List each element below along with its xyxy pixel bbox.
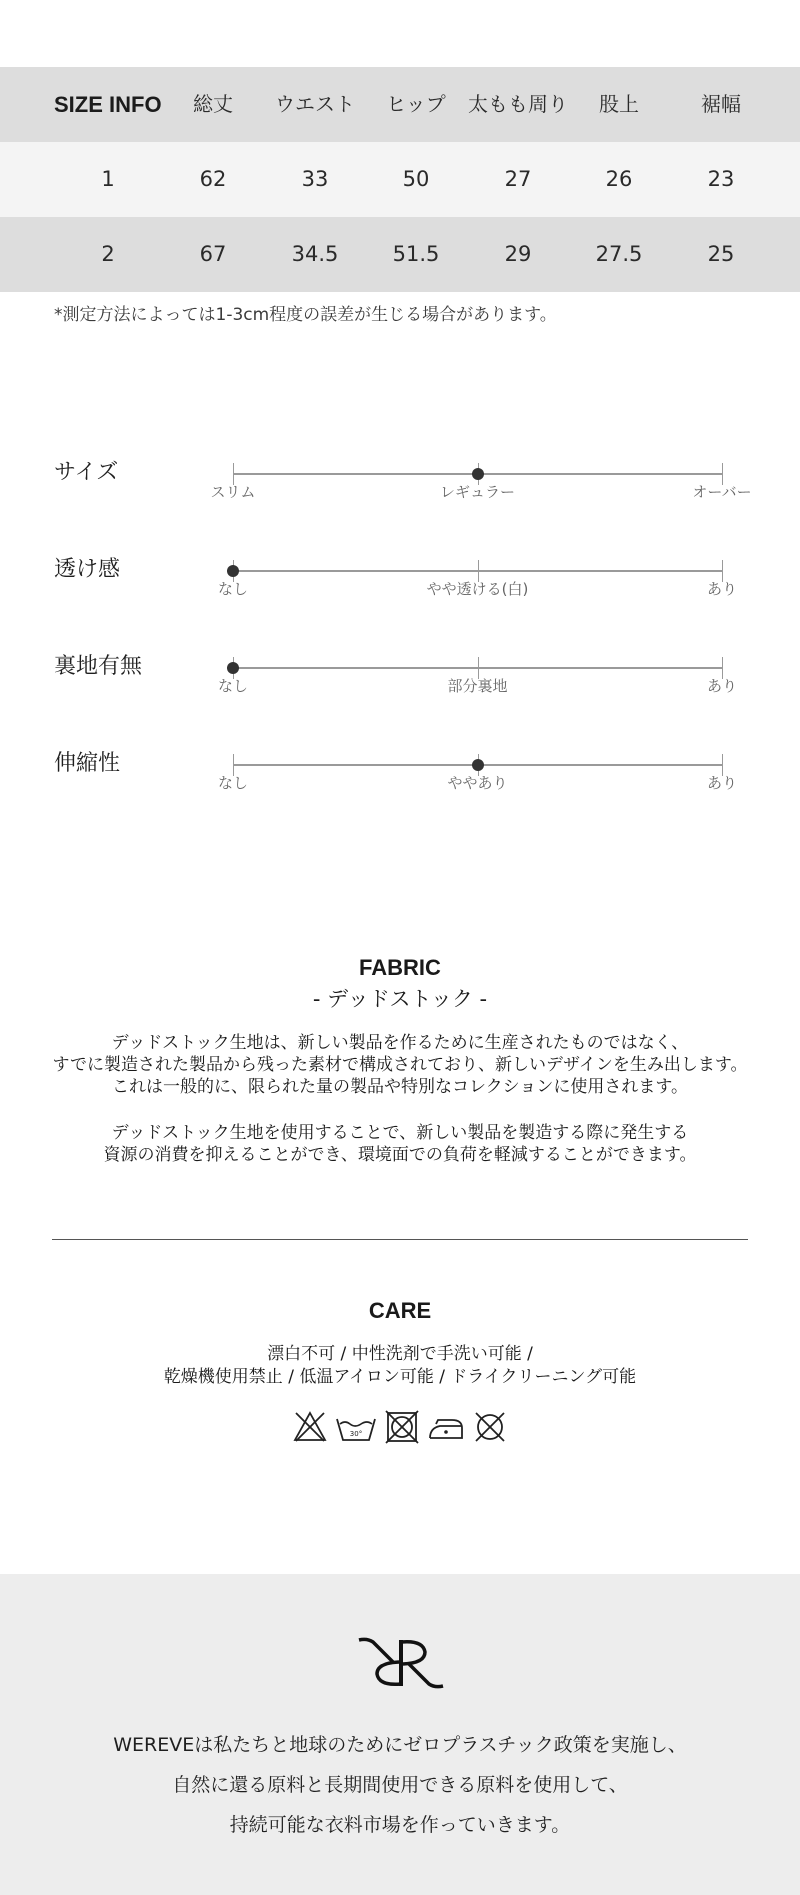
scale-tick-label: スリム <box>210 483 256 501</box>
scale-stretch <box>0 746 800 843</box>
table-header-cell: 太もも周り <box>468 92 568 116</box>
wash-temp-label: 30° <box>349 1430 363 1438</box>
table-header-cell: ウエスト <box>275 92 355 116</box>
care-line: 漂白不可 / 中性洗剤で手洗い可能 / <box>267 1344 533 1364</box>
no-tumble-dry-icon <box>384 1410 420 1444</box>
table-cell: 62 <box>199 167 227 191</box>
table-cell: 51.5 <box>392 242 440 266</box>
fabric-subtitle: - デッドストック - <box>312 987 488 1011</box>
scale-tick-label: ややあり <box>447 774 508 792</box>
attribute-scales <box>0 455 800 843</box>
dry-clean-icon <box>472 1410 508 1444</box>
scale-indicator-dot <box>472 759 484 771</box>
table-cell: 1 <box>101 167 115 191</box>
table-header-cell: SIZE INFO <box>54 92 162 117</box>
fabric-line: 資源の消費を抑えることができ、環境面での負荷を軽減することができます。 <box>103 1145 697 1165</box>
scale-tick-label: なし <box>217 580 249 598</box>
care-icons <box>0 1410 800 1444</box>
fabric-line: デッドストック生地は、新しい製品を作るために生産されたものではなく、 <box>111 1033 689 1053</box>
scale-size <box>0 455 800 552</box>
scale-label: サイズ <box>54 460 119 485</box>
scale-tick-label: なし <box>217 774 249 792</box>
scale-tick-label: なし <box>217 677 249 695</box>
size-table-header <box>0 67 800 142</box>
scale-tick-label: オーバー <box>692 483 752 501</box>
fabric-paragraph-1 <box>0 1032 800 1098</box>
table-cell: 23 <box>707 167 735 191</box>
scale-sheerness <box>0 552 800 649</box>
footer-line: WEREVEは私たちと地球のためにゼロプラスチック政策を実施し、 <box>113 1734 687 1756</box>
scale-tick-label: あり <box>706 580 738 598</box>
care-line: 乾燥機使用禁止 / 低温アイロン可能 / ドライクリーニング可能 <box>163 1367 637 1387</box>
scale-tick-label: 部分裏地 <box>447 677 508 695</box>
fabric-paragraph-2 <box>0 1122 800 1166</box>
scale-lining <box>0 649 800 746</box>
table-cell: 27.5 <box>595 242 643 266</box>
table-cell: 25 <box>707 242 735 266</box>
wereve-logo-icon <box>355 1636 447 1690</box>
table-cell: 67 <box>199 242 227 266</box>
table-row <box>0 142 800 217</box>
fabric-line: これは一般的に、限られた量の製品や特別なコレクションに使用されます。 <box>112 1077 688 1097</box>
scale-tick-label: やや透ける(白) <box>426 580 529 598</box>
scale-label: 裏地有無 <box>54 654 143 679</box>
table-cell: 2 <box>101 242 115 266</box>
fabric-line: すでに製造された製品から残った素材で構成されており、新しいデザインを生み出します。 <box>52 1055 748 1075</box>
footer-line: 持続可能な衣料市場を作っていきます。 <box>229 1814 571 1836</box>
table-cell: 33 <box>301 167 329 191</box>
iron-low-icon <box>426 1410 466 1444</box>
fabric-line: デッドストック生地を使用することで、新しい製品を製造する際に発生する <box>111 1123 689 1143</box>
hand-wash-30-icon <box>334 1410 378 1444</box>
no-bleach-icon <box>292 1410 328 1444</box>
scale-tick-label: あり <box>706 677 738 695</box>
scale-tick-label: レギュラー <box>439 483 516 501</box>
section-divider <box>52 1239 748 1240</box>
table-cell: 26 <box>605 167 633 191</box>
fabric-title: FABRIC <box>359 955 441 980</box>
table-header-cell: 股上 <box>599 92 639 116</box>
table-header-cell: 総丈 <box>193 92 233 116</box>
table-header-cell: ヒップ <box>386 92 446 116</box>
size-note: *測定方法によっては1-3cm程度の誤差が生じる場合があります。 <box>54 305 557 325</box>
scale-tick-label: あり <box>706 774 738 792</box>
scale-label: 伸縮性 <box>54 751 121 776</box>
table-cell: 50 <box>402 167 430 191</box>
footer <box>0 1574 800 1895</box>
care-title: CARE <box>368 1298 432 1323</box>
scale-indicator-dot <box>472 468 484 480</box>
scale-indicator-dot <box>227 565 239 577</box>
table-row <box>0 217 800 292</box>
care-instructions <box>0 1343 800 1389</box>
table-cell: 29 <box>504 242 532 266</box>
footer-line: 自然に還る原料と長期間使用できる原料を使用して、 <box>172 1774 628 1796</box>
scale-indicator-dot <box>227 662 239 674</box>
table-header-cell: 裾幅 <box>701 92 741 116</box>
table-cell: 27 <box>504 167 532 191</box>
table-cell: 34.5 <box>291 242 339 266</box>
scale-label: 透け感 <box>54 557 121 582</box>
